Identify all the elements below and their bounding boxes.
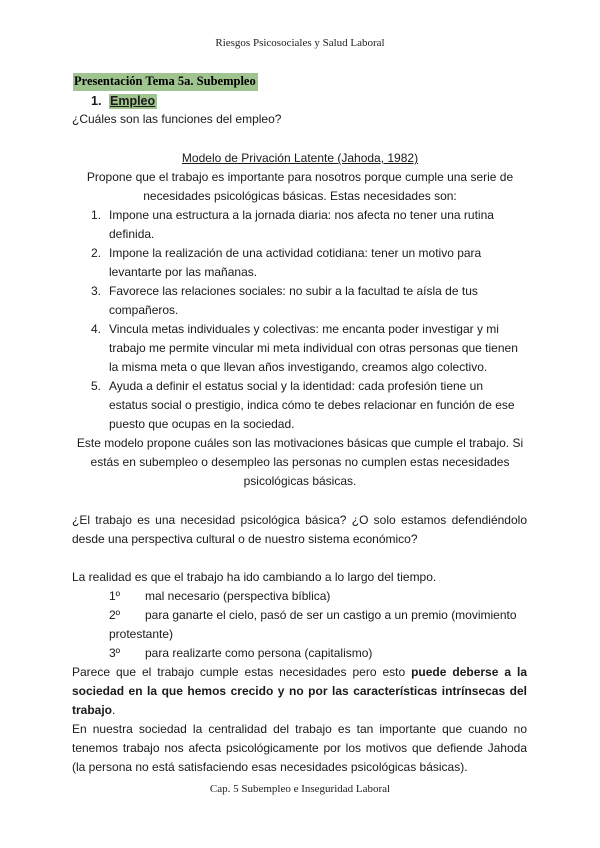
model-intro-line: Propone que el trabajo es importante para nosotros porque cumple una serie de bbox=[86, 170, 514, 184]
model-conclusion-line: Este modelo propone cuáles son las motivaciones básicas que cumple el trabajo. Si bbox=[76, 436, 524, 450]
era-number: 3º bbox=[109, 646, 121, 660]
paragraph-plain: . bbox=[112, 703, 116, 717]
list-item-text: Vincula metas individuales y colectivas: me encanta poder investigar y mi bbox=[109, 322, 499, 336]
list-item-text: Ayuda a definir el estatus social y la identidad: cada profesión tiene un bbox=[109, 379, 484, 393]
paragraph-line: tenemos trabajo nos afecta psicológicamente por los motivos que defiende Jahoda bbox=[72, 741, 527, 755]
list-item-text: Favorece las relaciones sociales: no subir a la facultad te aísla de tus bbox=[109, 284, 478, 298]
document-title: Presentación Tema 5a. Subempleo bbox=[73, 73, 258, 91]
era-text-continued: protestante) bbox=[109, 627, 174, 641]
model-intro-line: necesidades psicológicas básicas. Estas necesidades son: bbox=[143, 189, 457, 203]
paragraph-line bbox=[72, 663, 527, 682]
list-item-text: trabajo me permite vincular mi meta individual con otras personas que tienen bbox=[109, 341, 518, 355]
era-number: 2º bbox=[109, 608, 121, 622]
running-footer: Cap. 5 Subempleo e Inseguridad Laboral bbox=[209, 783, 391, 795]
list-item-text: puesto que ocupas en la sociedad. bbox=[109, 417, 295, 431]
era-text: para realizarte como persona (capitalismo) bbox=[145, 646, 373, 660]
list-item-number: 1. bbox=[91, 208, 102, 222]
model-conclusion-line: estás en subempleo o desempleo las personas no cumplen estas necesidades bbox=[90, 455, 510, 469]
reality-intro: La realidad es que el trabajo ha ido cambiando a lo largo del tiempo. bbox=[72, 570, 437, 584]
paragraph-emphasis: trabajo bbox=[72, 703, 113, 717]
running-header: Riesgos Psicosociales y Salud Laboral bbox=[215, 37, 385, 49]
paragraph-line: (la persona no está satisfaciendo esas necesidades psicológicas básicas). bbox=[72, 760, 468, 774]
list-item-number: 4. bbox=[91, 322, 102, 336]
section-heading: Empleo bbox=[110, 94, 156, 108]
paragraph-line: En nuestra sociedad la centralidad del trabajo es tan importante que cuando no bbox=[72, 722, 527, 736]
list-item-number: 3. bbox=[91, 284, 102, 298]
list-item-text: definida. bbox=[109, 227, 155, 241]
era-text: para ganarte el cielo, pasó de ser un castigo a un premio (movimiento bbox=[145, 608, 517, 622]
question-functions: ¿Cuáles son las funciones del empleo? bbox=[72, 112, 282, 126]
era-number: 1º bbox=[109, 589, 121, 603]
list-item-text: Impone una estructura a la jornada diaria: nos afecta no tener una rutina bbox=[109, 208, 494, 222]
paragraph-plain: Parece que el trabajo cumple estas necesidades pero esto bbox=[72, 665, 406, 679]
model-conclusion-line: psicológicas básicas. bbox=[243, 474, 357, 488]
list-item-text: compañeros. bbox=[109, 303, 179, 317]
model-heading: Modelo de Privación Latente (Jahoda, 1982) bbox=[181, 151, 419, 165]
list-item-text: la misma meta o que llevan años investigando, creamos algo colectivo. bbox=[109, 360, 488, 374]
list-item-text: levantarte por las mañanas. bbox=[109, 265, 258, 279]
paragraph-emphasis: sociedad en la que hemos crecido y no por las características intrínsecas del bbox=[72, 684, 527, 698]
list-item-text: estatus social o prestigio, indica cómo te debes relacionar en función de ese bbox=[109, 398, 515, 412]
paragraph-line bbox=[72, 682, 527, 701]
list-item-number: 5. bbox=[91, 379, 102, 393]
section-number: 1. bbox=[91, 94, 102, 108]
list-item-number: 2. bbox=[91, 246, 102, 260]
era-text: mal necesario (perspectiva bíblica) bbox=[145, 589, 331, 603]
question-necessity-line: ¿El trabajo es una necesidad psicológica básica? ¿O solo estamos defendiéndolo bbox=[72, 513, 527, 527]
question-necessity-line: desde una perspectiva cultural o de nuestro sistema económico? bbox=[72, 532, 418, 546]
list-item-text: Impone la realización de una actividad cotidiana: tener un motivo para bbox=[109, 246, 482, 260]
paragraph-line bbox=[72, 701, 115, 720]
paragraph-emphasis: puede deberse a la bbox=[411, 665, 527, 679]
